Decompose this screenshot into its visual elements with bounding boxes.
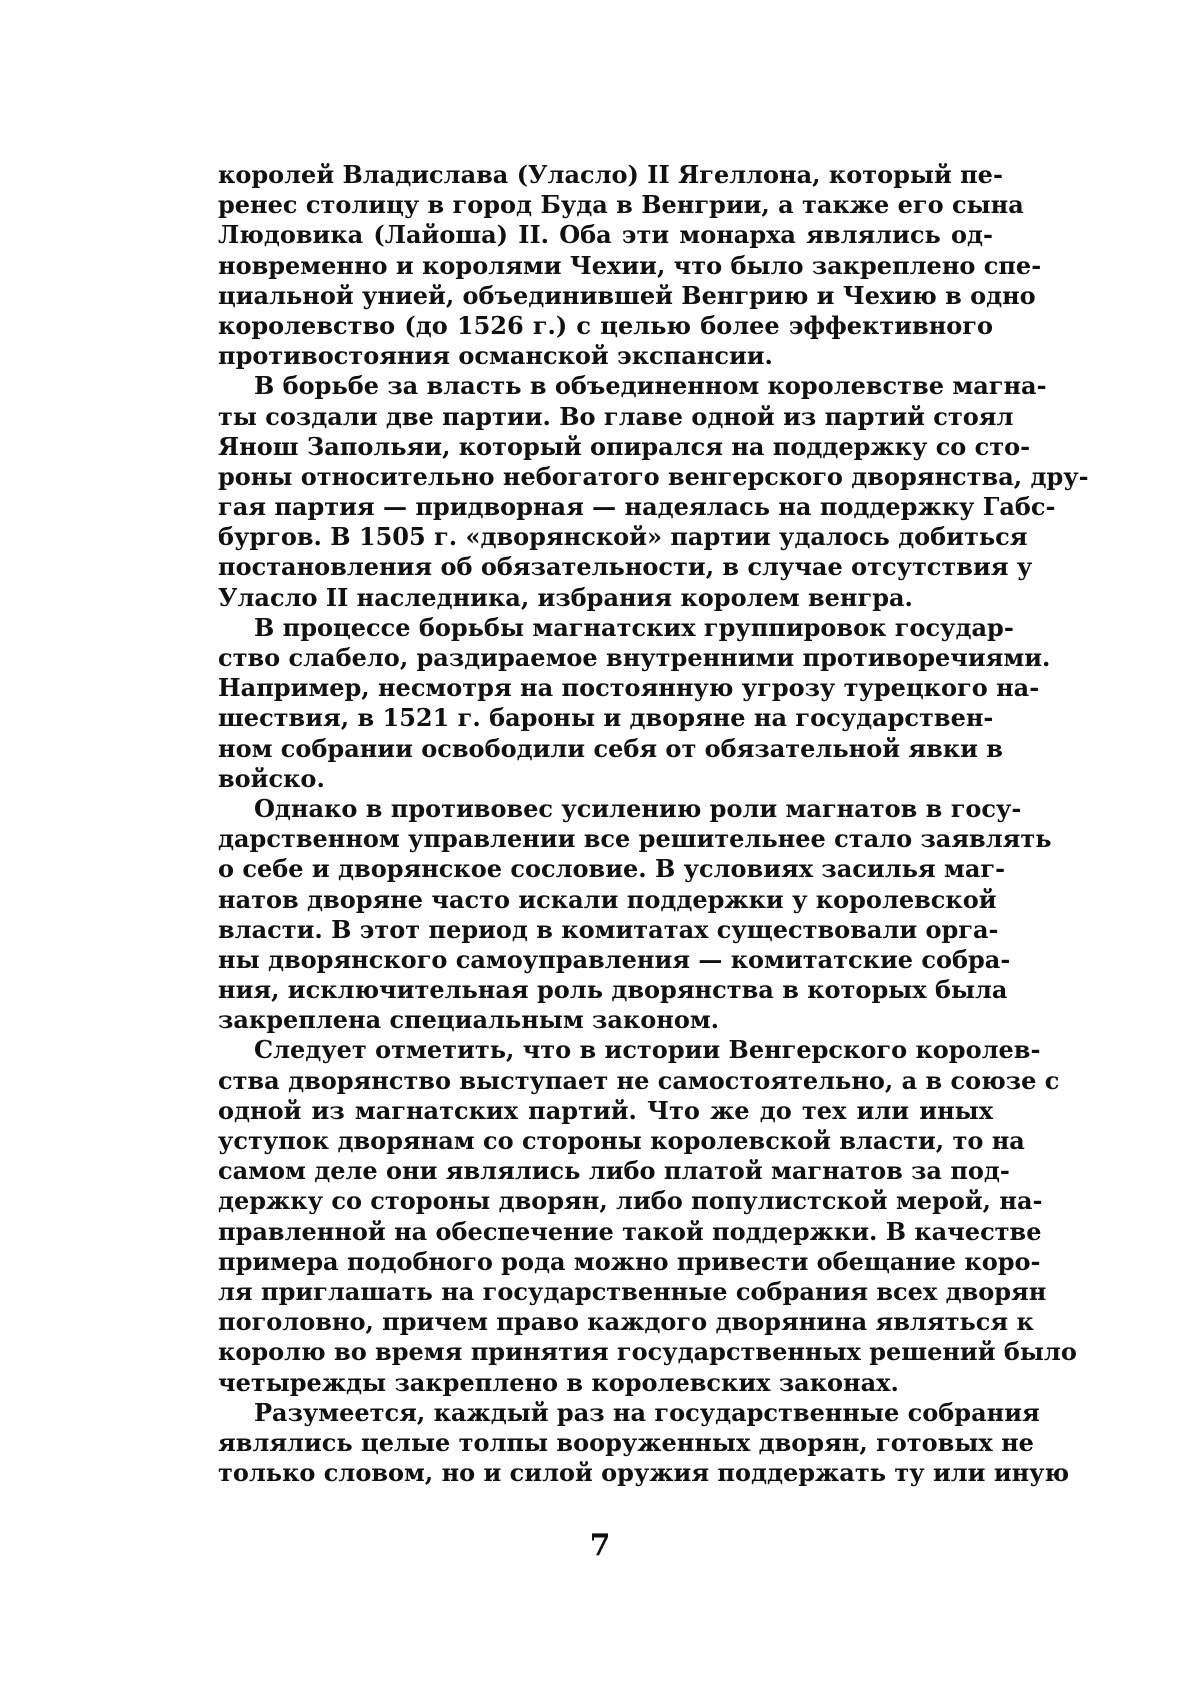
paragraph <box>218 612 1051 794</box>
text-line: о себе и дворянское сословие. В условиях засилья маг- <box>218 854 1006 884</box>
text-line: только словом, но и силой оружия поддержать ту или иную <box>218 1458 1070 1488</box>
text-line: королевство (до 1526 г.) с целью более эффективного <box>218 310 993 340</box>
paragraph <box>218 371 1089 613</box>
text-line: войско. <box>218 763 325 793</box>
text-line: королей Владислава (Уласло) II Ягеллона, который пе- <box>218 160 1003 189</box>
text-line: ния, исключительная роль дворянства в которых была <box>218 975 1008 1005</box>
paragraph <box>218 160 1042 371</box>
paragraph <box>218 793 1052 1036</box>
text-line: примера подобного рода можно привести обещание коро- <box>218 1246 1041 1276</box>
text-line: противостояния османской экспансии. <box>218 341 773 371</box>
text-line: одной из магнатских партий. Что же до тех или иных <box>218 1095 993 1125</box>
text-line: роны относительно небогатого венгерского дворянства, дру- <box>218 461 1089 491</box>
text-line: Следует отметить, что в истории Венгерского королев- <box>254 1035 1041 1065</box>
text-line: королю во время принятия государственных решений было <box>218 1337 1077 1367</box>
text-line: уступок дворянам со стороны королевской власти, то на <box>218 1126 1025 1155</box>
text-line: ном собрании освободили себя от обязательной явки в <box>218 733 1003 763</box>
text-line: поголовно, причем право каждого дворянина являться к <box>218 1307 1034 1337</box>
text-line: власти. В этот период в комитатах существовали орга- <box>218 914 999 944</box>
text-line: Например, несмотря на постоянную угрозу турецкого на- <box>218 673 1040 703</box>
text-line: новременно и королями Чехии, что было закреплено спе- <box>218 250 1042 280</box>
text-line: ство слабело, раздираемое внутренними противоречиями. <box>218 643 1051 672</box>
text-line: держку со стороны дворян, либо популистской мерой, на- <box>218 1186 1043 1216</box>
text-line: ренес столицу в город Буда в Венгрии, а также его сына <box>218 190 1024 220</box>
text-line: ства дворянство выступает не самостоятельно, а в союзе с <box>218 1065 1060 1095</box>
text-line: Разумеется, каждый раз на государственные собрания <box>254 1397 1040 1427</box>
text-line: самом деле они являлись либо платой магнатов за под- <box>218 1156 1010 1186</box>
text-line: дарственном управлении все решительнее стало заявлять <box>218 824 1052 854</box>
page-number: 7 <box>589 1528 611 1563</box>
text-line: бургов. В 1505 г. «дворянской» партии удалось добиться <box>218 522 1028 552</box>
text-line: В процессе борьбы магнатских группировок государ- <box>254 612 1014 642</box>
text-line: натов дворяне часто искали поддержки у королевской <box>218 884 997 914</box>
body-text <box>218 160 1089 1488</box>
text-line: Однако в противовес усилению роли магнатов в госу- <box>254 793 1022 823</box>
text-line: четырежды закреплено в королевских законах. <box>218 1367 899 1397</box>
text-line: Людовика (Лайоша) II. Оба эти монарха являлись од- <box>218 220 993 250</box>
text-line: являлись целые толпы вооруженных дворян, готовых не <box>218 1427 1034 1457</box>
text-line: В борьбе за власть в объединенном королевстве магна- <box>254 371 1047 401</box>
text-line: ты создали две партии. Во главе одной из партий стоял <box>218 401 1014 431</box>
text-line: Янош Запольяи, который опирался на поддержку со сто- <box>218 431 1031 461</box>
text-line: циальной унией, объединившей Венгрию и Чехию в одно <box>218 280 1036 310</box>
text-line: ля приглашать на государственные собрания всех дворян <box>218 1276 1047 1306</box>
text-line: Уласло II наследника, избрания королем венгра. <box>218 582 913 612</box>
text-line: гая партия — придворная — надеялась на поддержку Габс- <box>218 492 1056 522</box>
text-line: ны дворянского самоуправления — комитатские собра- <box>218 944 1011 974</box>
paragraph <box>218 1397 1070 1489</box>
text-line: шествия, в 1521 г. бароны и дворяне на государствен- <box>218 703 994 733</box>
text-line: закреплена специальным законом. <box>218 1005 720 1035</box>
text-line: правленной на обеспечение такой поддержки. В качестве <box>218 1216 1042 1246</box>
text-line: постановления об обязательности, в случае отсутствия у <box>218 552 1033 582</box>
paragraph <box>218 1035 1077 1397</box>
